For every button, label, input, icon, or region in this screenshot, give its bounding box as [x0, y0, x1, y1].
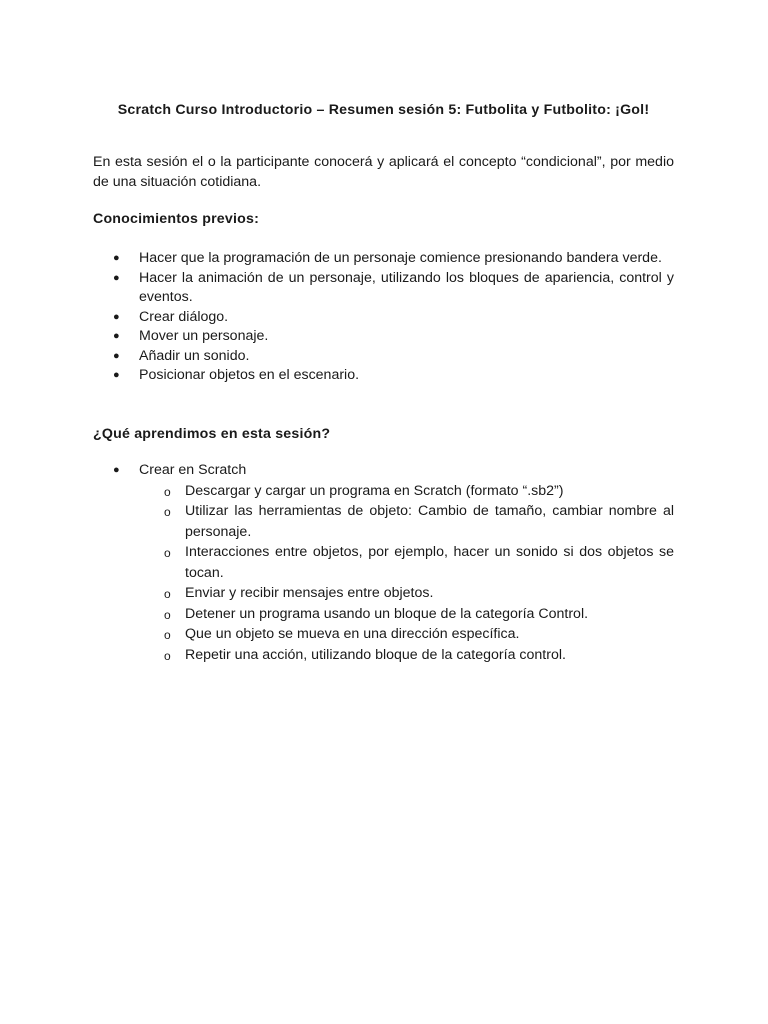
sub-list-item: o Repetir una acción, utilizando bloque de la categoría control. — [139, 645, 674, 666]
list-item: ● Hacer la animación de un personaje, utilizando los bloques de apariencia, control y eventos. — [113, 269, 674, 305]
circle-bullet-icon: o — [164, 484, 171, 499]
bullet-icon: ● — [113, 330, 120, 342]
sub-list-item: o Interacciones entre objetos, por ejemplo, hacer un sonido si dos objetos se tocan. — [164, 544, 674, 581]
bullet-icon: ● — [113, 271, 120, 284]
document-title: Scratch Curso Introductorio – Resumen sesión 5: Futbolita y Futbolito: ¡Gol! — [117, 102, 650, 118]
sub-list-item: o Descargar y cargar un programa en Scratch (formato “.sb2”) — [139, 481, 674, 502]
sub-list-item: o Que un objeto se mueva en una dirección específica. — [139, 624, 674, 645]
list-item: ● Hacer que la programación de un personaje comience presionando bandera verde. — [93, 249, 674, 269]
circle-bullet-icon: o — [164, 505, 171, 519]
circle-bullet-icon: o — [164, 546, 171, 560]
learned-heading: ¿Qué aprendimos en esta sesión? — [93, 426, 331, 442]
learned-list — [93, 461, 674, 665]
bullet-icon: ● — [113, 369, 120, 381]
circle-bullet-icon: o — [164, 587, 171, 601]
bullet-icon: ● — [113, 310, 120, 323]
circle-bullet-icon: o — [164, 628, 171, 642]
circle-bullet-icon: o — [164, 648, 171, 663]
intro-paragraph: En esta sesión el o la participante conocerá y aplicará el concepto “condicional”, por medio de una situación cotidiana. — [93, 154, 674, 190]
sub-list-item: o Detener un programa usando un bloque de la categoría Control. — [139, 604, 674, 625]
sub-list-item: o Utilizar las herramientas de objeto: Cambio de tamaño, cambiar nombre al personaje. — [164, 503, 674, 540]
bullet-icon: ● — [113, 349, 120, 362]
bullet-icon: ● — [113, 464, 120, 476]
list-item: ● Crear diálogo. — [93, 308, 674, 328]
bullet-icon: ● — [113, 252, 120, 264]
circle-bullet-icon: o — [164, 607, 171, 622]
list-item: ● Posicionar objetos en el escenario. — [93, 366, 674, 386]
sub-list-item: o Enviar y recibir mensajes entre objetos. — [139, 583, 674, 604]
list-item: ● Mover un personaje. — [93, 327, 674, 347]
learned-sublist — [93, 481, 674, 666]
list-item: ● Añadir un sonido. — [93, 347, 674, 367]
list-item: ● Crear en Scratch o Descargar y cargar un programa en Scratch (formato “.sb2”) o Utilizar las herramientas de objeto: Cambio de tamaño, cambiar nombre al personaje. o Interacciones entre objetos, por ejemplo, hacer un sonido si dos objetos se tocan. o Enviar y recibir mensajes entre objetos. o Detener un programa usando un bloque de la categoría Control. o Que un objeto se mueva en una dirección específica. o Repetir una acción, utilizando bloque de la categoría control. — [93, 461, 674, 665]
previous-knowledge-list — [93, 249, 674, 386]
previous-knowledge-heading: Conocimientos previos: — [93, 211, 260, 227]
